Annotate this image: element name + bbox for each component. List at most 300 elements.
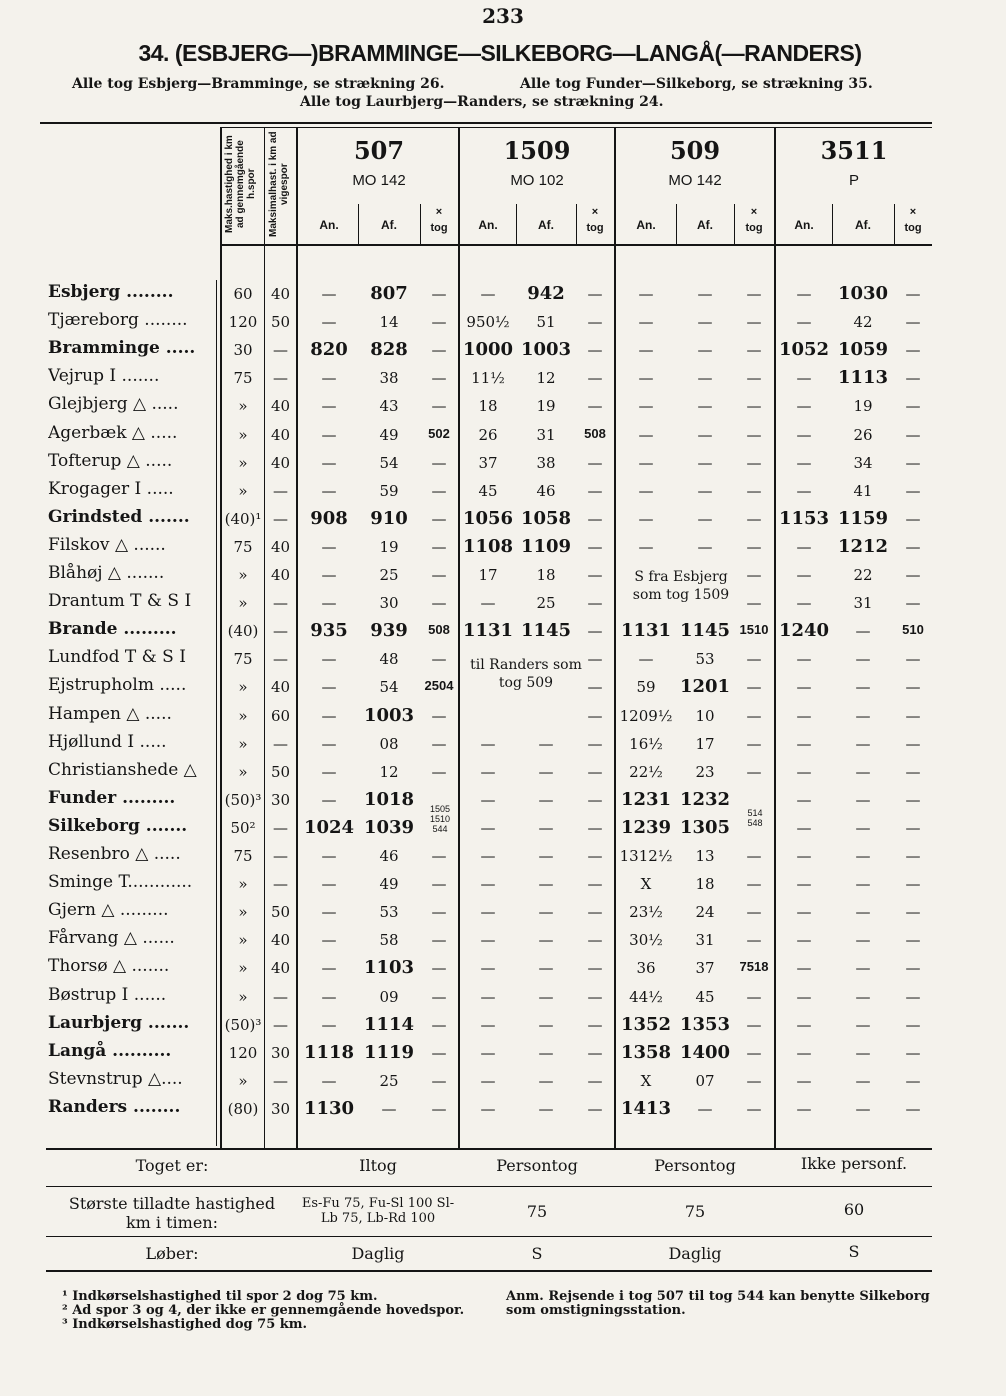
subtitle-laurbjerg-randers: Alle tog Laurbjerg—Randers, se strækning 24.	[300, 94, 664, 110]
station-name: Silkeborg .......	[48, 815, 188, 836]
note-funder-silkeborg-trains-509: 514 548	[747, 808, 763, 828]
crossing-train-cell: —	[905, 566, 921, 584]
departure-time: —	[538, 931, 554, 950]
arrival-time: 1413	[620, 1097, 672, 1119]
crossing-train-cell: —	[905, 341, 921, 360]
departure-time: 1103	[363, 957, 415, 979]
station-name: Christianshede △	[48, 759, 197, 780]
departure-time: —	[538, 734, 554, 753]
col-tog-1: tog	[586, 222, 604, 234]
departure-time: 19	[536, 397, 556, 416]
departure-time: 26	[853, 425, 873, 444]
station-name: Vejrup I .......	[48, 366, 160, 387]
max-speed-value: »	[238, 566, 248, 584]
crossing-train-cell: —	[905, 931, 921, 950]
arrival-time: —	[321, 425, 337, 444]
departure-time: 38	[536, 453, 556, 472]
arrival-time: —	[796, 762, 812, 781]
summary-rule-3	[46, 1270, 932, 1272]
station-name: Stevnstrup △....	[48, 1068, 183, 1089]
arrival-time: —	[321, 481, 337, 500]
crossing-train-cell: —	[587, 931, 603, 950]
bottom-rule	[46, 1148, 932, 1150]
side-speed-value: 50	[270, 762, 291, 781]
arrival-time: —	[321, 369, 337, 388]
station-name: Ejstrupholm .....	[48, 675, 187, 696]
departure-time: —	[697, 509, 713, 528]
departure-time: —	[538, 818, 554, 837]
station-row	[0, 844, 1006, 872]
toget-er-509: Persontog	[654, 1156, 736, 1175]
max-speed-value: (50)³	[224, 1015, 262, 1034]
departure-time: 1159	[837, 507, 889, 529]
train-code-507: MO 142	[352, 172, 406, 189]
departure-time: 54	[379, 453, 399, 472]
arrival-time: —	[796, 678, 812, 697]
crossing-train-cell: —	[431, 987, 447, 1006]
station-name: Brande .........	[48, 619, 177, 640]
col-an-2: An.	[636, 218, 656, 232]
crossing-train-cell: —	[431, 285, 447, 303]
crossing-train-cell: —	[746, 931, 762, 950]
departure-time: —	[697, 425, 713, 444]
departure-time: —	[538, 762, 554, 781]
lober-3511: S	[848, 1242, 860, 1261]
departure-time: 1003	[520, 339, 572, 361]
crossing-train-cell: 502	[428, 425, 450, 441]
crossing-train-cell: —	[587, 1015, 603, 1034]
arrival-time: —	[321, 762, 337, 781]
station-name: Bøstrup I ......	[48, 984, 167, 1005]
crossing-train-cell: —	[587, 678, 603, 697]
train-code-3511: P	[848, 172, 859, 189]
station-name: Laurbjerg .......	[48, 1012, 190, 1033]
crossing-train-cell: —	[431, 706, 447, 725]
subtitle-funder-silkeborg: Alle tog Funder—Silkeborg, se strækning 35.	[520, 76, 873, 92]
departure-time: —	[855, 818, 871, 837]
departure-time: 12	[379, 762, 399, 781]
crossing-train-cell: —	[905, 678, 921, 697]
arrival-time: 1209½	[619, 706, 673, 725]
col-af-1: Af.	[538, 218, 554, 232]
crossing-train-cell: —	[746, 369, 762, 388]
arrival-time: 1056	[462, 507, 514, 529]
station-name: Agerbæk △ .....	[48, 422, 178, 443]
side-speed-value: 40	[270, 425, 291, 444]
arrival-time: —	[321, 931, 337, 950]
departure-time: —	[855, 1099, 871, 1118]
departure-time: —	[855, 790, 871, 809]
arrival-time: X	[640, 875, 652, 894]
departure-time: —	[697, 453, 713, 472]
col-x-0: ×	[435, 206, 443, 218]
station-row	[0, 282, 1006, 310]
crossing-train-cell: —	[431, 509, 447, 528]
station-row	[0, 872, 1006, 900]
station-name: Lundfod T & S I	[48, 647, 186, 668]
side-speed-value: 50	[270, 903, 291, 922]
departure-time: —	[697, 341, 713, 360]
departure-time: 1400	[679, 1041, 731, 1063]
crossing-train-cell: —	[587, 481, 603, 500]
crossing-train-cell: —	[431, 1015, 447, 1034]
crossing-train-cell: —	[431, 313, 447, 332]
departure-time: —	[538, 1015, 554, 1034]
side-speed-value: 30	[270, 1099, 291, 1118]
max-speed-value: (50)³	[224, 790, 262, 809]
arrival-time: —	[321, 1015, 337, 1034]
station-row	[0, 394, 1006, 422]
col-an-3: An.	[794, 218, 814, 232]
crossing-train-cell: —	[587, 537, 603, 556]
arrival-time: —	[480, 285, 496, 303]
side-speed-value: 40	[270, 397, 291, 416]
crossing-train-cell: —	[746, 847, 762, 865]
arrival-time: 17	[478, 566, 498, 584]
arrival-time: —	[321, 313, 337, 332]
arrival-time: —	[321, 734, 337, 753]
column-separator	[734, 204, 735, 244]
crossing-train-cell: —	[905, 959, 921, 978]
crossing-train-cell: —	[431, 903, 447, 922]
column-separator	[516, 204, 517, 244]
col-x-3: ×	[909, 206, 917, 218]
toget-er-1509: Persontog	[496, 1156, 578, 1175]
crossing-train-cell: —	[587, 1071, 603, 1090]
station-name: Tjæreborg ........	[48, 310, 188, 331]
crossing-train-cell: —	[746, 987, 762, 1006]
crossing-train-cell: —	[746, 762, 762, 781]
arrival-time: —	[796, 903, 812, 922]
station-row	[0, 1013, 1006, 1041]
station-row	[0, 479, 1006, 507]
arrival-time: 1153	[778, 507, 830, 529]
departure-time: 18	[695, 875, 715, 894]
departure-time: 1059	[837, 339, 889, 361]
arrival-time: 820	[310, 339, 348, 361]
arrival-time: —	[638, 313, 654, 332]
departure-time: 08	[379, 734, 399, 753]
train-number-3511: 3511	[820, 136, 888, 165]
arrival-time: —	[638, 453, 654, 472]
departure-time: —	[855, 931, 871, 950]
side-speed-value: —	[273, 818, 288, 837]
departure-time: 12	[536, 369, 556, 388]
col-tog-0: tog	[430, 222, 448, 234]
crossing-train-cell: —	[587, 790, 603, 809]
crossing-train-cell: —	[431, 537, 447, 556]
departure-time: —	[855, 1015, 871, 1034]
station-name: Filskov △ ......	[48, 534, 166, 555]
max-speed-value: »	[238, 594, 248, 613]
departure-time: —	[855, 650, 871, 669]
footnote-2: ² Ad spor 3 og 4, der ikke er gennemgående hovedspor.	[62, 1303, 465, 1318]
page-title: 34. (ESBJERG—)BRAMMINGE—SILKEBORG—LANGÅ(—RANDERS)	[138, 40, 862, 66]
max-speed-value: »	[238, 397, 248, 416]
crossing-train-cell: —	[587, 847, 603, 865]
arrival-time: 908	[310, 507, 348, 529]
station-name: Thorsø △ .......	[48, 956, 170, 977]
arrival-time: —	[321, 566, 337, 584]
lober-507: Daglig	[351, 1244, 405, 1263]
arrival-time: —	[321, 678, 337, 697]
departure-time: 910	[370, 507, 408, 529]
crossing-train-cell: —	[587, 959, 603, 978]
max-speed-value: »	[238, 987, 248, 1006]
crossing-train-cell: —	[431, 959, 447, 978]
departure-time: 19	[379, 537, 399, 556]
station-name: Tofterup △ .....	[48, 450, 173, 471]
departure-time: 30	[379, 594, 399, 613]
arrival-time: —	[796, 931, 812, 950]
arrival-time: —	[796, 313, 812, 332]
departure-time: 25	[379, 1071, 399, 1090]
crossing-train-cell: —	[746, 875, 762, 894]
arrival-time: —	[480, 734, 496, 753]
departure-time: 1003	[363, 704, 415, 726]
side-speed-value: —	[273, 847, 288, 865]
max-speed-value: »	[238, 903, 248, 922]
arrival-time: —	[480, 987, 496, 1006]
arrival-time: —	[480, 875, 496, 894]
station-name: Gjern △ .........	[48, 900, 169, 921]
departure-time: 1212	[837, 535, 889, 557]
departure-time: 23	[695, 762, 715, 781]
arrival-time: 11½	[471, 369, 505, 388]
station-name: Sminge T............	[48, 872, 193, 893]
arrival-time: —	[796, 847, 812, 865]
crossing-train-cell: 7518	[739, 959, 769, 975]
departure-time: 42	[853, 313, 873, 332]
arrival-time: —	[480, 1071, 496, 1090]
max-speed-value: 120	[228, 1043, 258, 1062]
arrival-time: 1239	[620, 816, 672, 838]
side-speed-value: 30	[270, 790, 291, 809]
station-name: Hampen △ .....	[48, 703, 172, 724]
arrival-time: —	[796, 875, 812, 894]
arrival-time: 1358	[620, 1041, 672, 1063]
crossing-train-cell: —	[587, 509, 603, 528]
side-speed-value: —	[273, 622, 288, 641]
crossing-train-cell: —	[587, 903, 603, 922]
arrival-time: 59	[636, 678, 656, 697]
arrival-time: —	[321, 1071, 337, 1090]
footnote-1: ¹ Indkørselshastighed til spor 2 dog 75 km.	[62, 1289, 378, 1304]
departure-time: 19	[853, 397, 873, 416]
arrival-time: —	[321, 790, 337, 809]
crossing-train-cell: —	[746, 706, 762, 725]
departure-time: —	[697, 481, 713, 500]
train-code-509: MO 142	[668, 172, 722, 189]
arrival-time: 18	[478, 397, 498, 416]
max-speed-value: (40)¹	[224, 509, 262, 528]
side-speed-value: —	[273, 987, 288, 1006]
station-row	[0, 563, 1006, 591]
arrival-time: 37	[478, 453, 498, 472]
departure-time: —	[538, 1099, 554, 1118]
note-til-randers: til Randers som tog 509	[470, 657, 582, 691]
crossing-train-cell: —	[905, 790, 921, 809]
departure-time: 25	[379, 566, 399, 584]
departure-time: —	[855, 622, 871, 641]
departure-time: 1232	[679, 788, 731, 810]
crossing-train-cell: —	[431, 847, 447, 865]
side-speed-value: —	[273, 341, 288, 360]
crossing-train-cell: —	[746, 397, 762, 416]
station-row	[0, 704, 1006, 732]
crossing-train-cell: —	[587, 594, 603, 613]
crossing-train-cell: —	[587, 875, 603, 894]
crossing-train-cell: —	[905, 313, 921, 332]
max-speed-value: »	[238, 1071, 248, 1090]
top-rule-2	[222, 127, 932, 128]
crossing-train-cell: —	[431, 734, 447, 753]
crossing-train-cell: —	[587, 285, 603, 303]
crossing-train-cell: —	[746, 678, 762, 697]
arrival-time: 45	[478, 481, 498, 500]
arrival-time: —	[480, 594, 496, 613]
departure-time: 1201	[679, 676, 731, 698]
departure-time: 1114	[363, 1013, 415, 1035]
crossing-train-cell: —	[746, 1015, 762, 1034]
arrival-time: —	[796, 425, 812, 444]
crossing-train-cell: —	[431, 1043, 447, 1062]
station-row	[0, 956, 1006, 984]
column-separator	[676, 204, 677, 244]
side-speed-value: 30	[270, 1043, 291, 1062]
lober-1509: S	[531, 1244, 543, 1263]
station-row	[0, 535, 1006, 563]
column-separator	[576, 204, 577, 244]
crossing-train-cell: —	[587, 706, 603, 725]
crossing-train-cell: —	[587, 1043, 603, 1062]
crossing-train-cell: —	[431, 594, 447, 613]
max-speed-side-header: Maksimalhast. i km ad vigespor	[268, 131, 290, 237]
side-speed-value: —	[273, 1015, 288, 1034]
max-speed-value: »	[238, 875, 248, 894]
note-funder-silkeborg-trains: 1505 1510 544	[429, 804, 451, 834]
station-name: Krogager I .....	[48, 478, 174, 499]
crossing-train-cell: —	[431, 397, 447, 416]
train-number-507: 507	[353, 136, 405, 165]
side-speed-value: —	[273, 481, 288, 500]
col-af-2: Af.	[697, 218, 713, 232]
departure-time: —	[697, 537, 713, 556]
arrival-time: —	[796, 987, 812, 1006]
arrival-time: —	[480, 1043, 496, 1062]
crossing-train-cell: —	[905, 734, 921, 753]
crossing-train-cell: 2504	[424, 678, 454, 694]
arrival-time: —	[796, 1071, 812, 1090]
crossing-train-cell: —	[905, 481, 921, 500]
departure-time: 43	[379, 397, 399, 416]
arrival-time: 23½	[629, 903, 663, 922]
arrival-time: 1312½	[619, 847, 673, 865]
station-name: Esbjerg ........	[48, 282, 174, 302]
arrival-time: —	[796, 818, 812, 837]
departure-time: 1305	[679, 816, 731, 838]
crossing-train-cell: —	[905, 594, 921, 613]
arrival-time: 1231	[620, 788, 672, 810]
summary-rule-2	[46, 1236, 932, 1237]
speed-3511: 60	[843, 1200, 865, 1219]
arrival-time: —	[321, 650, 337, 669]
station-name: Randers ........	[48, 1096, 181, 1117]
station-row	[0, 591, 1006, 619]
crossing-train-cell: —	[431, 566, 447, 584]
side-speed-value: —	[273, 875, 288, 894]
departure-time: 18	[536, 566, 556, 584]
crossing-train-cell: —	[431, 341, 447, 360]
station-row	[0, 423, 1006, 451]
toget-er-507: Iltog	[359, 1156, 397, 1175]
arrival-time: 1052	[778, 339, 830, 361]
arrival-time: —	[321, 537, 337, 556]
crossing-train-cell: —	[746, 1071, 762, 1090]
crossing-train-cell: —	[905, 762, 921, 781]
arrival-time: 1131	[462, 620, 514, 642]
departure-time: —	[697, 285, 713, 303]
arrival-time: —	[321, 875, 337, 894]
station-row	[0, 507, 1006, 535]
crossing-train-cell: —	[431, 1071, 447, 1090]
departure-time: 1119	[363, 1041, 415, 1063]
side-speed-value: 50	[270, 313, 291, 332]
crossing-train-cell: —	[905, 903, 921, 922]
side-speed-value: —	[273, 369, 288, 388]
max-speed-value: »	[238, 734, 248, 753]
departure-time: 1113	[837, 367, 889, 389]
arrival-time: —	[321, 397, 337, 416]
crossing-train-cell: —	[431, 875, 447, 894]
departure-time: 1030	[837, 283, 889, 304]
departure-time: —	[697, 397, 713, 416]
max-speed-value: 30	[233, 341, 253, 360]
crossing-train-cell: 1510	[739, 622, 769, 638]
lober-label: Løber:	[145, 1244, 199, 1263]
col-an-1: An.	[478, 218, 498, 232]
crossing-train-cell: —	[587, 313, 603, 332]
arrival-time: —	[638, 509, 654, 528]
arrival-time: —	[796, 734, 812, 753]
col-tog-3: tog	[904, 222, 922, 234]
arrival-time: —	[796, 285, 812, 303]
departure-time: —	[538, 987, 554, 1006]
crossing-train-cell: —	[587, 369, 603, 388]
crossing-train-cell: —	[905, 397, 921, 416]
arrival-time: 950½	[466, 313, 510, 332]
departure-time: 1145	[679, 620, 731, 642]
crossing-train-cell: —	[905, 1015, 921, 1034]
departure-time: 48	[379, 650, 399, 669]
crossing-train-cell: —	[587, 987, 603, 1006]
footnote-anm: Anm. Rejsende i tog 507 til tog 544 kan benytte Silkeborg som omstigningsstation.	[506, 1289, 930, 1318]
departure-time: —	[855, 1071, 871, 1090]
arrival-time: —	[796, 790, 812, 809]
column-separator	[894, 204, 895, 244]
arrival-time: —	[638, 481, 654, 500]
station-name: Grindsted .......	[48, 506, 190, 527]
departure-time: 807	[370, 283, 408, 304]
departure-time: 59	[379, 481, 399, 500]
arrival-time: —	[638, 341, 654, 360]
crossing-train-cell: —	[431, 481, 447, 500]
train-number-1509: 1509	[503, 136, 571, 165]
crossing-train-cell: 508	[584, 425, 606, 441]
crossing-train-cell: —	[905, 509, 921, 528]
departure-time: —	[855, 987, 871, 1006]
departure-time: 828	[370, 339, 408, 361]
